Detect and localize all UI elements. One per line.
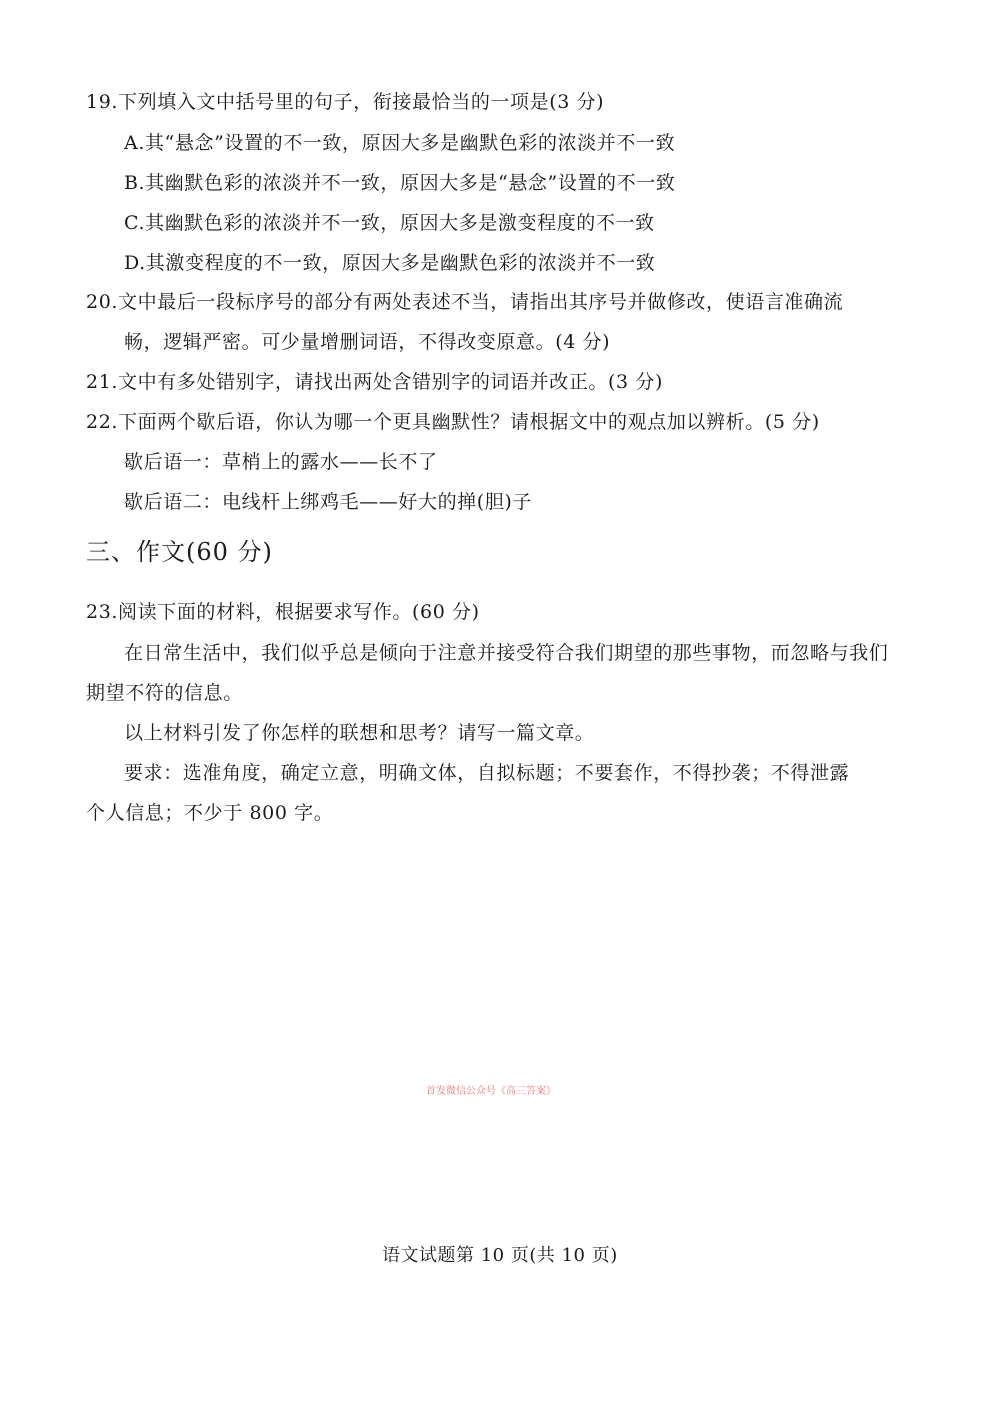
question-20-line-2: 畅，逻辑严密。可少量增删词语，不得改变原意。(4 分) bbox=[124, 331, 611, 353]
page-footer: 语文试题第 10 页(共 10 页) bbox=[382, 1245, 618, 1266]
question-21-stem: 21.文中有多处错别字，请找出两处含错别字的词语并改正。(3 分) bbox=[86, 371, 663, 393]
question-23-stem: 23.阅读下面的材料，根据要求写作。(60 分) bbox=[86, 601, 480, 623]
question-22-stem: 22.下面两个歇后语，你认为哪一个更具幽默性？请根据文中的观点加以辨析。(5 分) bbox=[86, 411, 820, 433]
question-19-option-d: D.其激变程度的不一致，原因大多是幽默色彩的浓淡并不一致 bbox=[124, 252, 656, 274]
question-23-material-line-2: 期望不符的信息。 bbox=[86, 682, 243, 704]
question-22-item-1: 歇后语一：草梢上的露水——长不了 bbox=[124, 451, 438, 473]
question-19-option-a: A.其“悬念”设置的不一致，原因大多是幽默色彩的浓淡并不一致 bbox=[124, 132, 676, 154]
question-23-requirements-line-2: 个人信息；不少于 800 字。 bbox=[86, 802, 334, 824]
question-22-item-2: 歇后语二：电线杆上绑鸡毛——好大的掸(胆)子 bbox=[124, 491, 533, 513]
question-19-stem: 19.下列填入文中括号里的句子，衔接最恰当的一项是(3 分) bbox=[86, 91, 605, 113]
question-23-material-line-1: 在日常生活中，我们似乎总是倾向于注意并接受符合我们期望的那些事物，而忽略与我们 bbox=[124, 642, 889, 664]
question-19-option-b: B.其幽默色彩的浓淡并不一致，原因大多是“悬念”设置的不一致 bbox=[124, 172, 676, 194]
question-23-requirements-line-1: 要求：选准角度，确定立意，明确文体，自拟标题；不要套作，不得抄袭；不得泄露 bbox=[124, 762, 850, 784]
watermark-text: 首发微信公众号《高三答案》 bbox=[426, 1086, 556, 1097]
section-3-heading: 三、作文(60 分) bbox=[86, 538, 273, 566]
question-23-prompt: 以上材料引发了你怎样的联想和思考？请写一篇文章。 bbox=[124, 722, 595, 744]
question-20-line-1: 20.文中最后一段标序号的部分有两处表述不当，请指出其序号并做修改，使语言准确流 bbox=[86, 291, 844, 313]
question-19-option-c: C.其幽默色彩的浓淡并不一致，原因大多是激变程度的不一致 bbox=[124, 212, 655, 234]
